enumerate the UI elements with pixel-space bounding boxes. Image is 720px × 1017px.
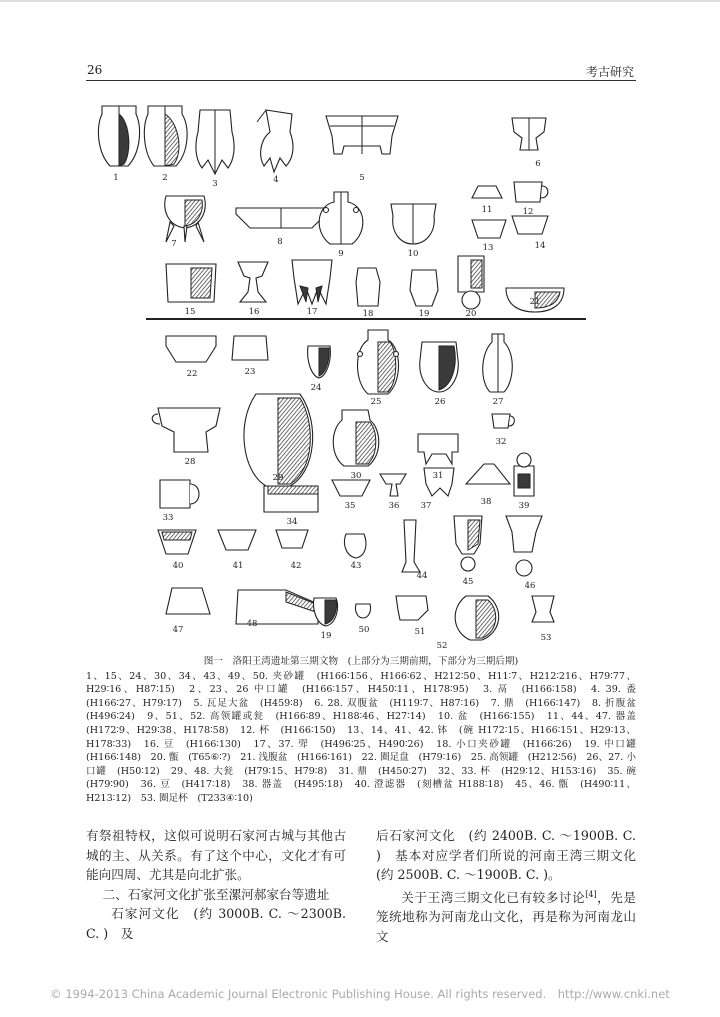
page-number: 26 (87, 63, 103, 77)
fig-label: 45 (462, 577, 474, 587)
fig-label: 53 (540, 633, 552, 643)
fig-label: 23 (244, 367, 256, 377)
fig-label: 11 (481, 205, 493, 215)
copyright-footer: © 1994-2013 China Academic Journal Electronic Publishing House. All rights reserved. http://www.cnki.net (50, 987, 670, 1001)
fig-label: 13 (482, 243, 494, 253)
fig-label: 52 (436, 641, 448, 651)
fig-label: 34 (286, 517, 298, 527)
caption-title: 图一 洛阳王湾遗址第三期文物 (上部分为三期前期，下部分为三期后期) (203, 656, 519, 667)
caption-body: 1、15、24、30、34、43、49、50. 夹砂罐 (H166∶156、H166∶62、H212∶50、H11∶7、H212∶216、H79∶77、H29∶16、H87∶15) 2、23、26 中口罐 (H166∶157、H450∶11、H178∶95) 3. 鬲 (H166∶158) 4. 39. 盉 (H166∶27、H79∶17) 5. 瓦足大盆 (H459∶8) 6. 28. 双腹盆 (H119∶7、H87∶16) 7. 鼎 (H166∶147) 8. 折腹盆 (H496∶24) 9、51、52. 高领罐或瓮 (H166∶89、H188∶46、H27∶14) 10. 盆 (H166∶155) 11、44、47. 器盖 (H172∶9、H29∶38、H178∶58) 12. 杯 (H166∶150) 13、14、41、42. 钵 (碗 H172∶15、H166∶151、H29∶13、H178∶33) 16. 豆 (H166∶130) 17、37. 斝 (H496∶25、H490∶26) 18. 小口夹砂罐 (H166∶26) 19. 中口罐 (H166∶148) 20. 甑 (T65⑥∶?) 21. 浅腹盆 (H166∶161) 22. 圈足盘 (H79∶16) 25. 高领罐 (H212∶56) 26、27. 小口罐 (H50∶12) 29、48. 大瓮 (H79∶15、H79∶8) 31. 鼎 (H450∶27) 32、33. 杯 (H29∶12、H153∶16) 35. 碗 (H79∶90) 36. 豆 (H417∶18) 38. 器盖 (H495∶18) 40. 澄滤器 (刻槽盆 H188∶18) 45、46. 甑 (H490∶11、H213∶12) 53. 圈足杯 (T233④∶10) (86, 670, 646, 804)
left-paragraph-2: 石家河文化 (约 3000B. C. ～2300B. C. ) 及 (86, 906, 346, 941)
fig-label: 51 (414, 627, 426, 637)
section-heading: 二、石家河文化扩张至漯河郝家台等遗址 (102, 886, 330, 902)
right-column (376, 826, 649, 946)
right-paragraph-2-start: 关于王湾三期文化已有较多讨论 (401, 889, 586, 905)
fig-label: 9 (338, 249, 344, 259)
fig-label: 19 (418, 309, 430, 319)
figure-caption (86, 655, 646, 806)
right-paragraph-2-end: ，先是笼统地称为河南龙山文化，再是称为河南龙山文 (376, 889, 637, 944)
fig-label: 27 (492, 397, 504, 407)
fig-label: 25 (370, 397, 382, 407)
fig-label: 5 (359, 173, 365, 183)
fig-label: 26 (434, 397, 446, 407)
fig-label: 37 (420, 501, 432, 511)
fig-label: 32 (495, 437, 507, 447)
fig-label: 42 (290, 561, 302, 571)
header-rule (86, 80, 636, 81)
top-border (0, 0, 720, 2)
fig-label: 18 (362, 309, 374, 319)
fig-label: 12 (522, 207, 534, 217)
fig-label: 16 (248, 307, 260, 317)
fig-label: 6 (535, 159, 541, 169)
left-column (86, 826, 346, 943)
fig-label: 15 (184, 307, 196, 317)
left-paragraph-1: 有祭祖特权，这似可说明石家河古城与其他古城的主、从关系。有了这个中心，文化才有可能向四周、尤其是向北扩张。 (86, 828, 346, 882)
fig-label: 40 (172, 561, 184, 571)
fig-label: 1 (113, 173, 119, 183)
pottery-drawings (86, 92, 636, 652)
fig-label: 41 (232, 561, 244, 571)
fig-label: 35 (344, 501, 356, 511)
fig-label: 17 (306, 307, 318, 317)
right-paragraph-1: 后石家河文化 (约 2400B. C. ～1900B. C. ) 基本对应学者们所说的河南王湾三期文化 (约 2500B. C. ～1900B. C. )。 (376, 828, 649, 882)
fig-label: 48 (246, 619, 258, 629)
fig-label: 39 (518, 501, 530, 511)
fig-label: 28 (184, 457, 196, 467)
fig-label: 19 (320, 631, 332, 641)
fig-label: 50 (358, 625, 370, 635)
reference-mark[interactable]: [4] (585, 889, 597, 899)
fig-label: 31 (432, 471, 444, 481)
fig-label: 47 (172, 625, 184, 635)
fig-label: 21 (529, 297, 541, 307)
fig-label: 8 (277, 237, 283, 247)
fig-label: 2 (162, 173, 168, 183)
fig-label: 43 (350, 561, 362, 571)
fig-label: 14 (534, 241, 546, 251)
fig-label: 46 (524, 581, 536, 591)
right-paragraph-2 (376, 885, 636, 947)
fig-label: 22 (186, 369, 198, 379)
fig-label: 36 (388, 501, 400, 511)
fig-label: 3 (212, 179, 218, 189)
fig-label: 4 (273, 175, 279, 185)
fig-label: 44 (416, 571, 428, 581)
journal-title: 考古研究 (585, 65, 634, 79)
fig-label: 7 (171, 239, 177, 249)
fig-label: 20 (465, 309, 477, 319)
fig-label: 29 (272, 473, 284, 483)
figure-plate (86, 92, 636, 652)
fig-label: 30 (350, 471, 362, 481)
fig-label: 24 (310, 383, 322, 393)
fig-label: 10 (407, 249, 419, 259)
fig-label: 33 (162, 513, 174, 523)
fig-label: 38 (480, 497, 492, 507)
